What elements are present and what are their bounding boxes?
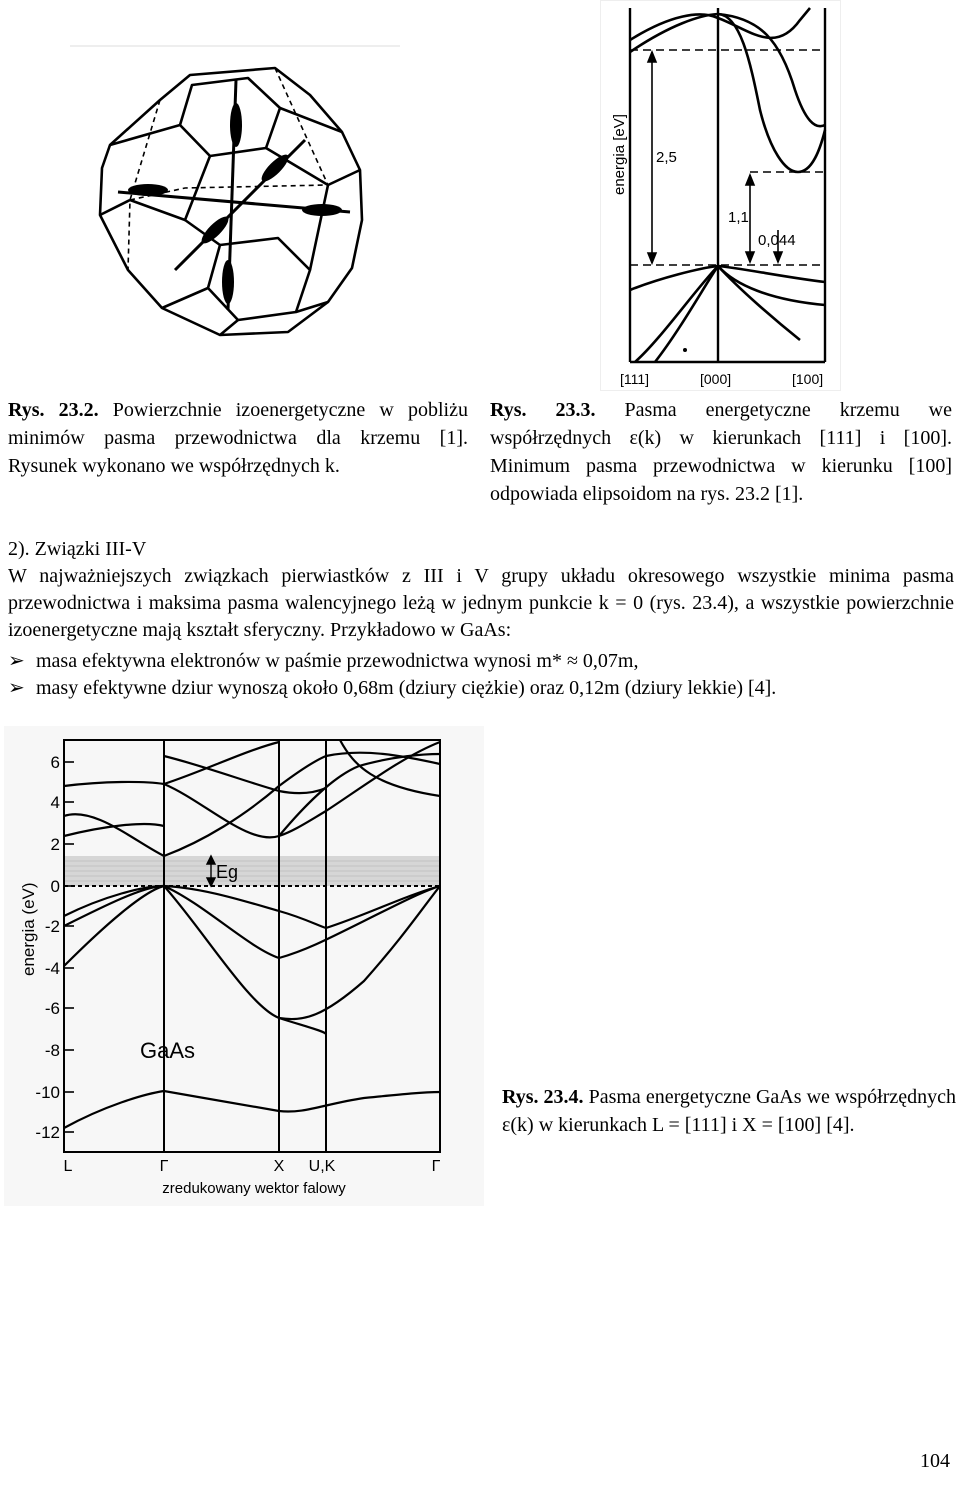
ylabel: energia [eV] bbox=[611, 114, 628, 195]
caption-text: Powierzchnie izoenergetyczne w pobliżu minimów pasma przewodnictwa dla krzemu [1]. Rysunek wykonano we współrzędnych k. bbox=[8, 399, 468, 477]
caption-fig-23-4 bbox=[502, 1083, 956, 1139]
bullet-text: masy efektywne dziur wynoszą około 0,68m (dziury ciężkie) oraz 0,12m (dziury lekkie) [4]. bbox=[36, 677, 777, 699]
arrow-bullet-icon: ➢ bbox=[8, 650, 25, 672]
ytick: -12 bbox=[35, 1123, 60, 1142]
ytick: -6 bbox=[44, 999, 60, 1018]
ytick: 4 bbox=[50, 793, 60, 812]
xtick: L bbox=[63, 1158, 73, 1175]
ytick: 6 bbox=[50, 753, 60, 772]
xtick-111: [111] bbox=[620, 371, 650, 387]
xtick-100: [100] bbox=[792, 371, 824, 387]
ytick: -8 bbox=[44, 1041, 60, 1060]
caption-number: Rys. 23.3. bbox=[490, 399, 596, 421]
label-0-044: 0,044 bbox=[758, 232, 796, 249]
brillouin-zone-figure bbox=[70, 40, 410, 360]
ytick: -4 bbox=[44, 959, 60, 978]
ytick: -2 bbox=[44, 917, 60, 936]
section-paragraph: W najważniejszych związkach pierwiastków z III i V grupy układu okresowego wszystkie minima pasma przewodnictwa i maksima pasma walencyjnego leżą w jednym punkcie k = 0 (rys. 23.4), a wszystkie powierzchnie izoenergetyczne mają kształt sferyczny. Przykładowo w GaAs: bbox=[8, 565, 954, 641]
xtick: U,K bbox=[308, 1158, 336, 1175]
caption-fig-23-3 bbox=[490, 396, 952, 508]
gaas-band-figure bbox=[4, 726, 484, 1206]
ytick: -10 bbox=[35, 1083, 60, 1102]
label-1-1: 1,1 bbox=[728, 209, 749, 226]
xlabel: zredukowany wektor falowy bbox=[162, 1180, 346, 1197]
section-heading: 2). Związki III-V bbox=[8, 538, 147, 560]
page-number: 104 bbox=[920, 1450, 950, 1472]
list-item bbox=[8, 675, 954, 702]
bullet-text: masa efektywna elektronów w paśmie przewodnictwa wynosi m* ≈ 0,07m, bbox=[36, 650, 639, 672]
ytick: 0 bbox=[50, 877, 60, 896]
xtick-000: [000] bbox=[700, 371, 732, 387]
caption-text: Pasma energetyczne GaAs we współrzędnych ε(k) w kierunkach L = [111] i X = [100] [4]. bbox=[502, 1086, 956, 1136]
label-2-5: 2,5 bbox=[656, 149, 677, 166]
caption-number: Rys. 23.2. bbox=[8, 399, 99, 421]
ylabel: energia (eV) bbox=[19, 882, 38, 976]
xtick: Γ bbox=[159, 1158, 169, 1175]
xtick: Γ bbox=[431, 1158, 441, 1175]
arrow-bullet-icon: ➢ bbox=[8, 677, 25, 699]
caption-number: Rys. 23.4. bbox=[502, 1086, 584, 1108]
bullet-list bbox=[8, 648, 954, 702]
material-label: GaAs bbox=[140, 1038, 196, 1063]
silicon-band-figure bbox=[600, 0, 842, 392]
caption-text: Pasma energetyczne krzemu we współrzędnych ε(k) w kierunkach [111] i [100]. Minimum pasma przewodnictwa w kierunku [100] odpowiada elipsoidom na rys. 23.2 [1]. bbox=[490, 399, 952, 505]
xtick: X bbox=[273, 1158, 285, 1175]
gap-label: Eg bbox=[216, 862, 239, 882]
list-item bbox=[8, 648, 954, 675]
ytick: 2 bbox=[50, 835, 60, 854]
caption-fig-23-2 bbox=[8, 396, 468, 480]
